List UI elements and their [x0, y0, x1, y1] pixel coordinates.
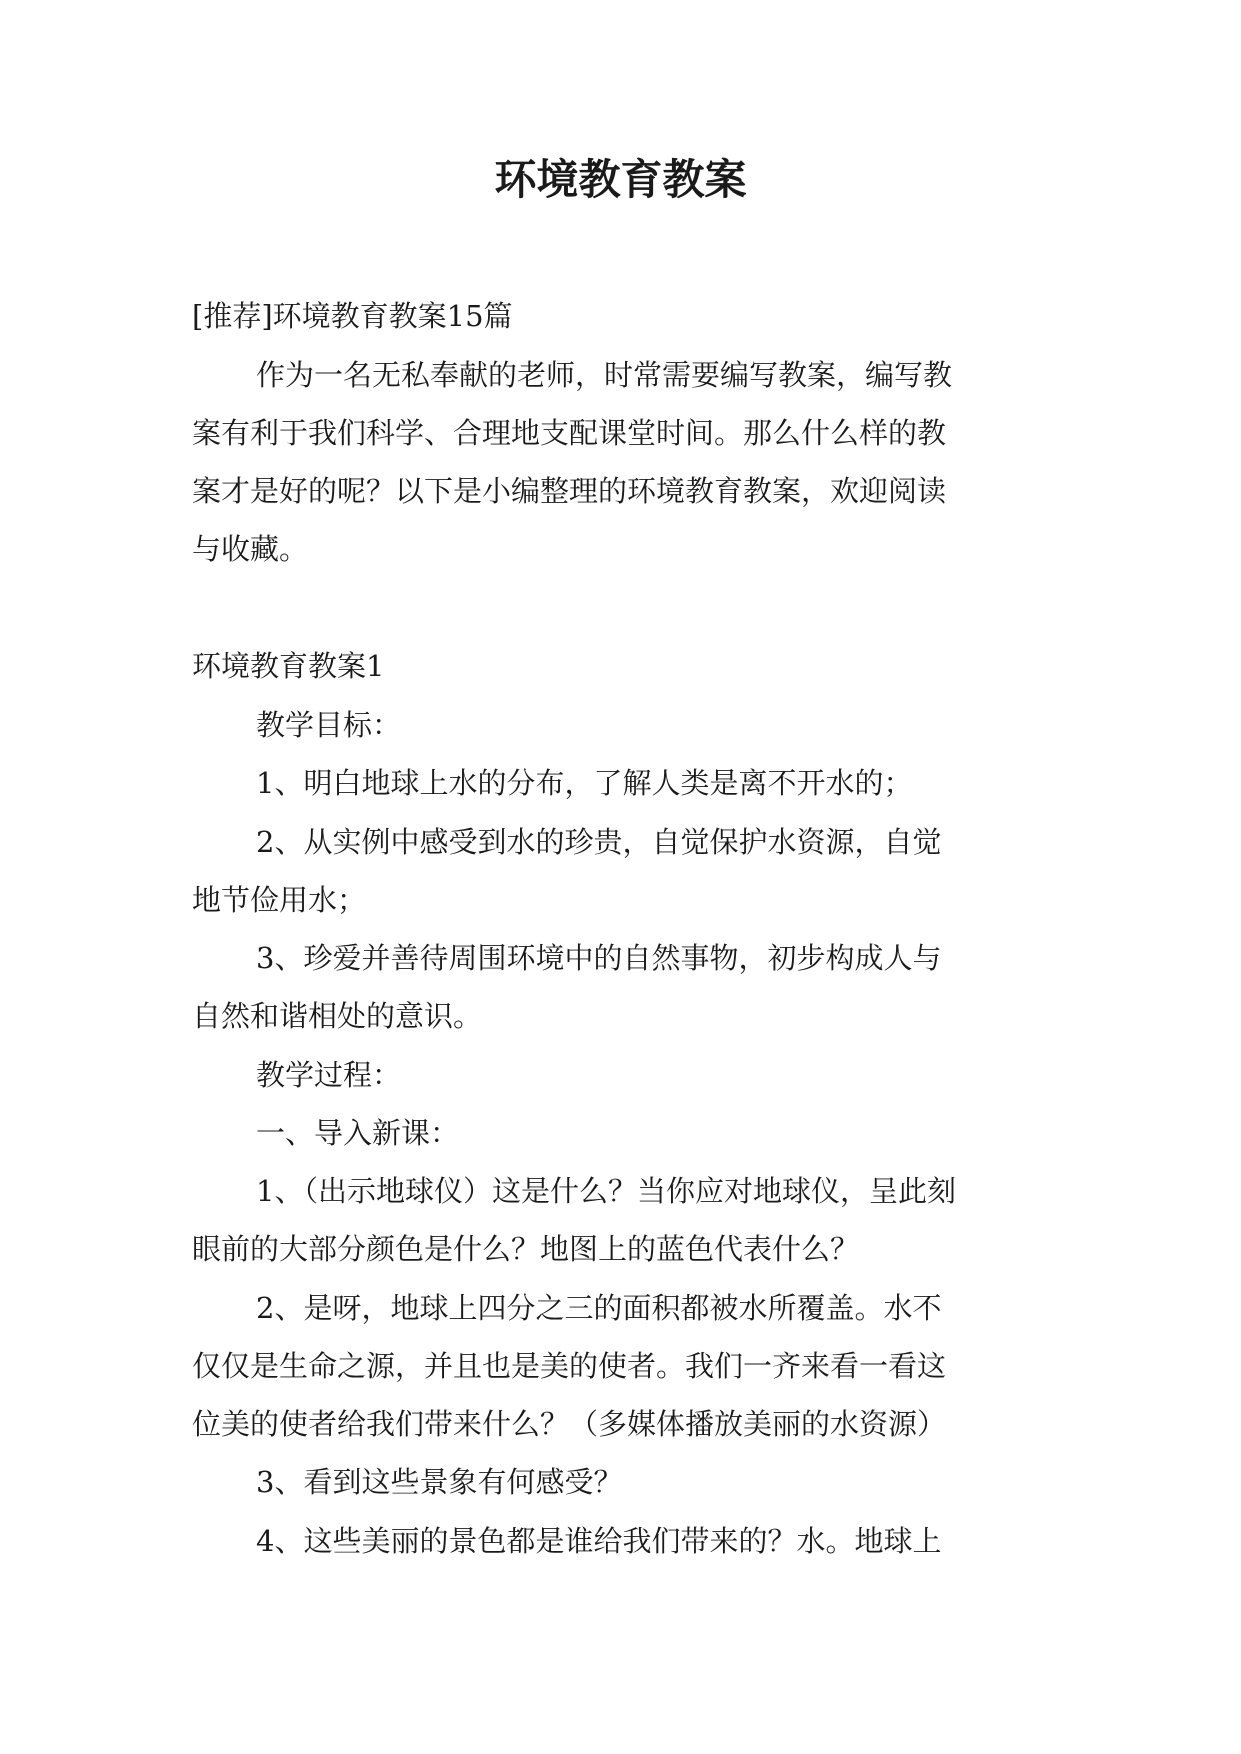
intro-line: 案才是好的呢？以下是小编整理的环境教育教案，欢迎阅读	[192, 474, 947, 508]
body-line: 一、导入新课：	[256, 1116, 460, 1150]
body-line: 教学目标：	[256, 708, 402, 742]
body-line: 1、（出示地球仪）这是什么？当你应对地球仪，呈此刻	[256, 1174, 956, 1208]
body-line: 位美的使者给我们带来什么？（多媒体播放美丽的水资源）	[192, 1407, 947, 1441]
body-line: 4、这些美丽的景色都是谁给我们带来的？水。地球上	[256, 1524, 942, 1558]
body-line: 仅仅是生命之源，并且也是美的使者。我们一齐来看一看这	[192, 1349, 947, 1383]
intro-line: 作为一名无私奉献的老师，时常需要编写教案，编写教	[256, 358, 953, 392]
body-line: 教学过程：	[256, 1058, 402, 1092]
body-line: 地节俭用水；	[192, 883, 367, 917]
intro-line: 与收藏。	[192, 532, 309, 566]
intro-line: 案有利于我们科学、合理地支配课堂时间。那么什么样的教	[192, 416, 947, 450]
body-line: 1、明白地球上水的分布，了解人类是离不开水的；	[256, 766, 913, 800]
body-line: 眼前的大部分颜色是什么？地图上的蓝色代表什么？	[192, 1232, 860, 1266]
document-title: 环境教育教案	[494, 155, 747, 204]
body-line: 2、从实例中感受到水的珍贵，自觉保护水资源，自觉	[256, 825, 942, 859]
body-line: 3、看到这些景象有何感受？	[256, 1465, 623, 1499]
body-line: 自然和谐相处的意识。	[192, 999, 483, 1033]
body-line: 2、是呀，地球上四分之三的面积都被水所覆盖。水不	[256, 1291, 942, 1325]
document-subtitle: [推荐]环境教育教案15篇	[192, 299, 513, 333]
section-heading: 环境教育教案1	[192, 649, 385, 683]
body-line: 3、珍爱并善待周围环境中的自然事物，初步构成人与	[256, 941, 942, 975]
